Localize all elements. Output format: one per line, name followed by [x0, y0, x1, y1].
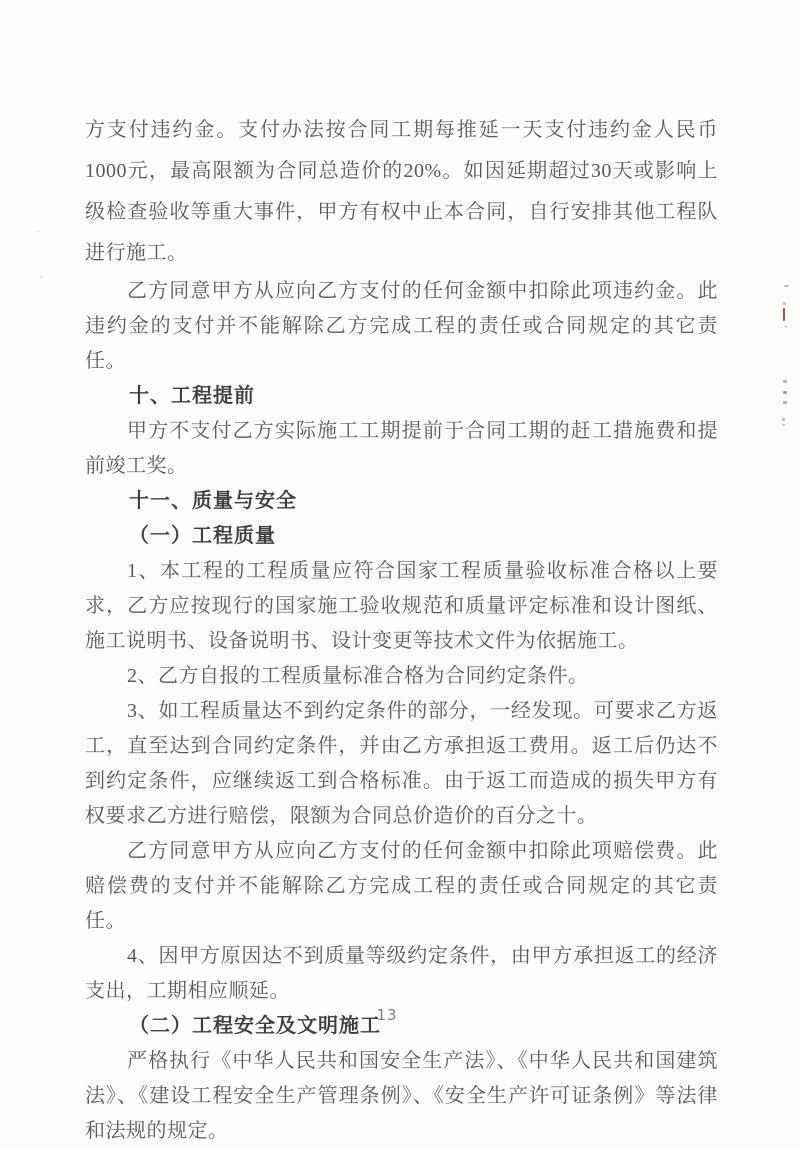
section-heading: （一）工程质量: [129, 525, 276, 547]
scan-artifact: [40, 276, 42, 278]
contract-paragraph: 方支付违约金。支付办法按合同工期每推延一天支付违约金人民币1000元，最高限额为合同总造价的20%。如因延期超过30天或影响上级检查验收等重大事件，甲方有权中止本合同，自行安排其他工程队进行施工。: [85, 119, 718, 264]
scan-artifact: [783, 302, 786, 305]
scan-artifact: [782, 424, 785, 426]
scan-artifact: [782, 418, 785, 421]
document-body: [85, 110, 718, 1149]
section-heading: 十一、质量与安全: [129, 490, 297, 512]
contract-paragraph: 3、如工程质量达不到约定条件的部分，一经发现。可要求乙方返工，直至达到合同约定条件，并由乙方承担返工费用。返工后仍达不到约定条件，应继续返工到合格标准。由于返工而造成的损失甲方有权要求乙方进行赔偿，限额为合同总价造价的百分之十。: [85, 700, 718, 827]
contract-paragraph: 4、因甲方原因达不到质量等级约定条件，由甲方承担返工的经济支出，工期相应顺延。: [85, 945, 718, 1002]
contract-paragraph: 乙方同意甲方从应向乙方支付的任何金额中扣除此项赔偿费。此赔偿费的支付并不能解除乙方完成工程的责任或合同规定的其它责任。: [85, 840, 718, 932]
contract-paragraph: 甲方不支付乙方实际施工工期提前于合同工期的赶工措施费和提前竣工奖。: [85, 420, 718, 477]
scan-artifact: [37, 230, 39, 232]
contract-paragraph: 1、本工程的工程质量应符合国家工程质量验收标准合格以上要求，乙方应按现行的国家施工验收规范和质量评定标准和设计图纸、施工说明书、设备说明书、设计变更等技术文件为依据施工。: [85, 560, 718, 652]
scan-artifact: [783, 308, 785, 321]
scan-artifact: [784, 285, 789, 287]
contract-paragraph: 乙方同意甲方从应向乙方支付的任何金额中扣除此项违约金。此违约金的支付并不能解除乙方完成工程的责任或合同规定的其它责任。: [85, 280, 718, 372]
page-number: 13: [376, 1006, 398, 1024]
section-heading: 十、工程提前: [129, 385, 255, 407]
contract-paragraph: 严格执行《中华人民共和国安全生产法》、《中华人民共和国建筑法》、《建设工程安全生产管理条例》、《安全生产许可证条例》等法律和法规的规定。: [85, 1050, 718, 1142]
scan-artifact: [783, 391, 787, 394]
contract-paragraph: 2、乙方自报的工程质量标准合格为合同约定条件。: [127, 665, 589, 687]
scan-artifact: [783, 401, 787, 404]
section-heading: （二）工程安全及文明施工: [129, 1015, 381, 1037]
scan-artifact: [783, 380, 787, 383]
scan-artifact: [785, 325, 787, 328]
